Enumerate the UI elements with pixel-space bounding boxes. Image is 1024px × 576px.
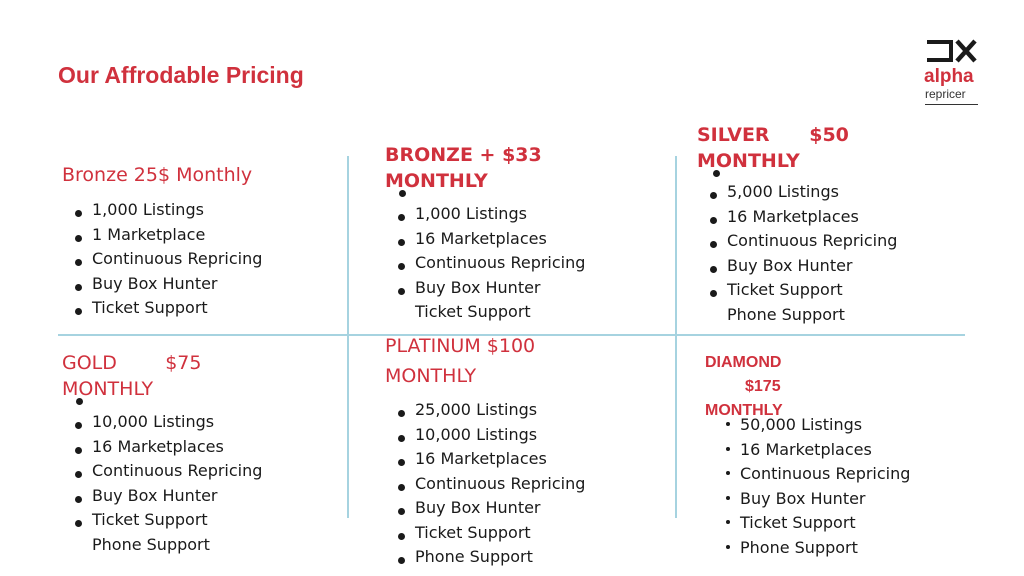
list-item: 10,000 Listings [62, 410, 262, 435]
list-item: Ticket Support [415, 302, 531, 321]
list-item: Continuous Repricing [697, 229, 897, 254]
feature-list [62, 198, 262, 321]
list-item: 16 Marketplaces [704, 438, 910, 463]
list-item: 1,000 Listings [385, 202, 585, 227]
plan-title: SILVER $50 MONTHLY [697, 124, 849, 172]
list-item: Phone Support [92, 534, 210, 554]
feature-list [385, 202, 585, 325]
list-item: 25,000 Listings [385, 398, 585, 423]
logo-word-alpha: alpha [924, 66, 974, 87]
list-item: Phone Support [727, 304, 845, 324]
list-item: 10,000 Listings [385, 423, 585, 448]
list-item: Buy Box Hunter [385, 276, 585, 301]
plan-gold [62, 350, 262, 557]
list-item: Phone Support [385, 545, 585, 570]
grid-divider-vertical-right [675, 156, 677, 518]
plan-title: GOLD $75 MONTHLY [62, 352, 202, 400]
list-item: 16 Marketplaces [385, 227, 585, 252]
list-item: 5,000 Listings [697, 180, 897, 205]
list-item: Ticket Support [704, 511, 910, 536]
list-item: 16 Marketplaces [62, 435, 262, 460]
plan-title: PLATINUM $100 MONTHLY [385, 335, 536, 387]
logo-underline [925, 104, 978, 105]
grid-divider-vertical-left [347, 156, 349, 518]
plan-title: BRONZE + $33 MONTHLY [385, 144, 542, 192]
list-item: Buy Box Hunter [62, 272, 262, 297]
list-item: Ticket Support [697, 278, 897, 303]
list-item: Continuous Repricing [385, 251, 585, 276]
logo-word-repricer: repricer [925, 87, 966, 101]
list-item: 16 Marketplaces [697, 205, 897, 230]
feature-list [385, 398, 585, 570]
plan-bronze [62, 162, 262, 321]
plan-title: Bronze 25$ Monthly [62, 164, 253, 186]
feature-list [697, 180, 897, 327]
plan-silver [697, 122, 897, 327]
list-item: Phone Support [704, 536, 910, 561]
list-item: Continuous Repricing [704, 462, 910, 487]
alpha-repricer-logo [924, 38, 980, 108]
plan-title: DIAMOND $175 MONTHLY [705, 354, 783, 419]
feature-list [62, 410, 262, 557]
plan-bronze-plus [385, 142, 585, 325]
list-item: Ticket Support [62, 296, 262, 321]
list-item: Buy Box Hunter [385, 496, 585, 521]
feature-list-diamond [704, 413, 910, 560]
list-item: Continuous Repricing [62, 459, 262, 484]
list-item: Buy Box Hunter [62, 484, 262, 509]
list-item: 1,000 Listings [62, 198, 262, 223]
list-item: Continuous Repricing [385, 472, 585, 497]
list-item: 50,000 Listings [704, 413, 910, 438]
page-title: Our Affrodable Pricing [58, 62, 304, 88]
list-item: Ticket Support [62, 508, 262, 533]
logo-mark-icon [925, 38, 979, 64]
list-item: Ticket Support [385, 521, 585, 546]
plan-platinum [385, 331, 585, 570]
list-item: 1 Marketplace [62, 223, 262, 248]
list-item: Buy Box Hunter [704, 487, 910, 512]
list-item: Buy Box Hunter [697, 254, 897, 279]
list-item: 16 Marketplaces [385, 447, 585, 472]
list-item: Continuous Repricing [62, 247, 262, 272]
